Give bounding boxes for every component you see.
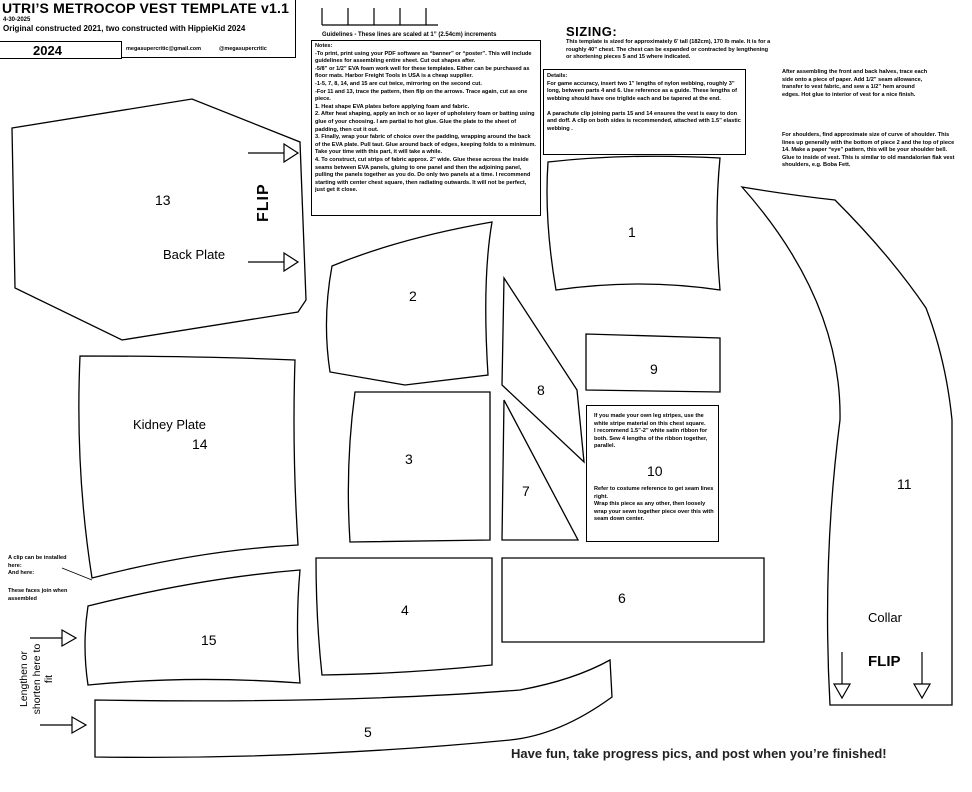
piece-10-number: 10 [647,463,663,479]
guidelines-caption: Guidelines - These lines are scaled at 1” (2.54cm) increments [322,32,497,38]
stripe-note-part1: If you made your own leg stripes, use the white stripe material on this chest square. I recommend 1.5”-2” white satin ribbon for both. Sew 4 lengths of the ribbon together, parallel. [594,413,708,450]
piece-6 [502,558,764,642]
piece-7-number: 7 [522,483,530,499]
back-plate-label: Back Plate [163,247,226,262]
piece-9-number: 9 [650,361,658,377]
piece-5-number: 5 [364,724,372,740]
template-date: 4-30-2025 [3,17,31,23]
piece-15-number: 15 [201,632,217,648]
piece-2-number: 2 [409,288,417,304]
author-handle: @megasupercritic [219,46,267,52]
lengthen-note: Lengthen or shorten here to fit [18,643,56,715]
piece-4-number: 4 [401,602,409,618]
lengthen-arrow-5 [40,717,86,733]
piece-15 [85,570,300,685]
piece-8-number: 8 [537,382,545,398]
flip-11-label: FLIP [868,653,901,670]
piece-11-collar [742,187,952,705]
clip-note: A clip can be installed here: And here: [8,555,67,577]
piece-13-number: 13 [155,192,171,208]
piece-1-number: 1 [628,224,636,240]
shoulder-note: For shoulders, find approximate size of curve of shoulder. This lines up generally with the bottom of piece 2 and the top of piece 14. Make a paper “eye” pattern, this will be your shoulder bell. Glue to inside of vest. This is similar to old mandalorian flak vest shoulders, e.g. Boba Fett. [782,132,957,169]
piece-3-number: 3 [405,451,413,467]
sizing-text: This template is sized for approximately 6’ tall (182cm), 170 lb male. It is for a roughly 40” chest. The chest can be expanded or contracted by lengthening or shortening pieces 5 and 15 where indicated. [566,39,772,61]
flip-13-label: FLIP [255,183,272,222]
footer-message: Have fun, take progress pics, and post when you’re finished! [511,746,887,761]
notes-box [311,40,541,216]
author-email: megasupercritic@gmail.com [126,46,202,52]
template-subtitle: Original constructed 2021, two constructed with HippieKid 2024 [3,24,246,33]
faces-join-note: These faces join when assembled [8,588,69,602]
sizing-title: SIZING: [566,24,618,39]
guideline-ruler [322,8,438,25]
piece-14-kidney-plate [79,356,298,578]
collar-label: Collar [868,610,902,625]
piece-6-number: 6 [618,590,626,606]
year-box [0,41,122,59]
template-year: 2024 [33,43,62,58]
template-title: UTRI’S METROCOP VEST TEMPLATE v1.1 [2,0,290,16]
stripe-note-part2: Refer to costume reference to get seam lines right. Wrap this piece as any other, then loosely wrap your sewn together piece over this with seam down center. [594,486,714,523]
kidney-plate-label: Kidney Plate [133,417,206,432]
details-text: Details: For game accuracy, insert two 1” lengths of nylon webbing, roughly 3” long, between parts 4 and 6. Use reference as a guide. These lengths of webbing should have one triglide each and be tapered at the end. A parachute clip joining parts 15 and 14 ensures the vest is easy to don and doff. A clip on both sides is recommended, attached with 1.5” elastic webbing . [547,73,741,132]
piece-3 [348,392,490,542]
piece-10-stripe-box [586,405,719,542]
notes-text: Notes: -To print, print using your PDF software as “banner” or “poster”. This will include guidelines for assembling entire sheet. Cut out shapes after. -5/8” or 1/2” EVA foam work well for these templates. Either can be purchased as floor mats. Harbor Freight Tools in USA is a cheap supplier. -1-5, 7, 8, 14, and 15 are cut twice, mirroring on the second cut. -For 11 and 13, trace the pattern, then flip on the arrows. Trace again, cut as one piece. 1. Heat shape EVA plates before applying foam and fabric. 2. After heat shaping, apply an inch or so layer of upholstery foam or batting using glue of your choosing. I am partial to hot glue. Glue the plate to the sheet of padding, then cut it out. 3. Finally, wrap your fabric of choice over the padding, wrapping around the back of the EVA plate. Pull taut. Glue around back of edges, keeping folds to a minimum. Take your time with this part, it will take a while. 4. To construct, cut strips of fabric approx. 2” wide. Glue these across the inside seams between EVA panels, gluing to one panel and then the adjoining panel, pulling the panels together as you do. Do only two panels at a time. I recommend starting with center chest square, then radiating outwards. It will not be perfect, just get it close. [315,43,536,194]
details-box [543,69,746,155]
piece-14-number: 14 [192,436,208,452]
assembly-note: After assembling the front and back halves, trace each side onto a piece of paper. Add 1/2” seam allowance, transfer to vest fabric, and sew a 1/2” hem around edges. Hot glue to interior of vest for a nice finish. [782,69,929,98]
piece-11-number: 11 [897,476,912,492]
